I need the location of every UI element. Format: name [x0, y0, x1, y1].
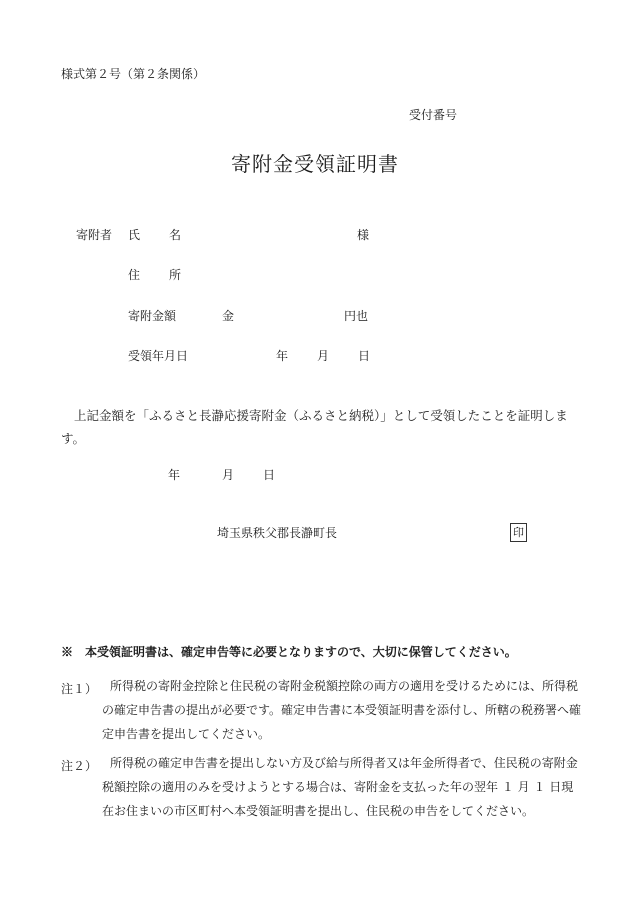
issue-date-year: 年: [168, 468, 181, 482]
donor-label: 寄附者: [76, 228, 113, 242]
document-title: 寄附金受領証明書: [231, 152, 399, 176]
receipt-date-day: 日: [358, 349, 371, 363]
issue-date-month: 月: [222, 468, 235, 482]
note-1-text: 所得税の寄附金控除と住民税の寄附金税額控除の両方の適用を受けるためには、所得税の確定申告書の提出が必要です。確定申告書に本受領証明書を添付し、所轄の税務署へ確定申告書を提出してください。: [102, 679, 582, 741]
amount-prefix: 金: [222, 309, 235, 323]
address-label-char-2: 所: [169, 268, 182, 282]
storage-notice: ※ 本受領証明書は、確定申告等に必要となりますので、大切に保管してください。: [61, 645, 517, 659]
certification-text: 上記金額を「ふるさと長瀞応援寄附金（ふるさと納税）」として受領したことを証明します。: [61, 408, 568, 446]
note-2-text: 所得税の確定申告書を提出しない方及び給与所得者又は年金所得者で、住民税の寄附金税額控除の適用のみを受けようとする場合は、寄附金を支払った年の翌年 １ 月 １ 日現在お住まいの市区町村へ本受領証明書を提出し、住民税の申告をしてください。: [102, 756, 578, 818]
note-1-tag: 注１）: [61, 682, 98, 696]
note-2-tag: 注２）: [61, 759, 98, 773]
receipt-number-label: 受付番号: [409, 108, 458, 122]
honorific: 様: [357, 228, 370, 242]
name-label-char-1: 氏: [128, 228, 141, 242]
receipt-date-year: 年: [276, 349, 289, 363]
issue-date-day: 日: [263, 468, 276, 482]
receipt-date-label: 受領年月日: [128, 349, 189, 363]
amount-suffix: 円也: [344, 309, 369, 323]
address-label-char-1: 住: [128, 268, 141, 282]
amount-label: 寄附金額: [128, 309, 177, 323]
seal-mark: 印: [510, 523, 527, 542]
receipt-date-month: 月: [317, 349, 330, 363]
form-number: 様式第２号（第２条関係）: [61, 67, 206, 81]
name-label-char-2: 名: [169, 228, 182, 242]
issuer-name: 埼玉県秩父郡長瀞町長: [217, 526, 338, 540]
